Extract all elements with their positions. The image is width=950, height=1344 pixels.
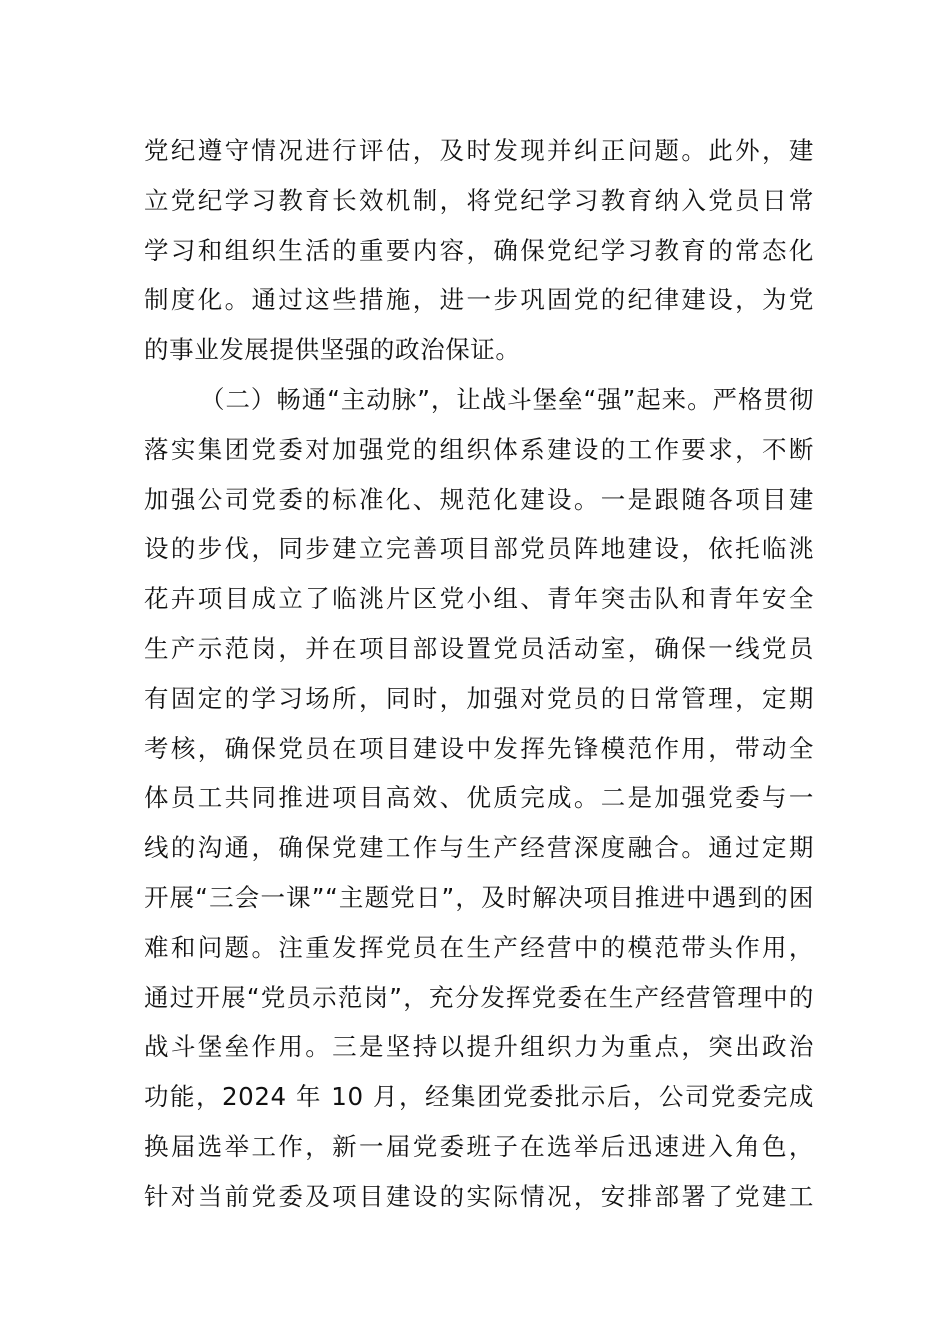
text-line: 换届选举工作，新一届党委班子在选举后迅速进入角色， [144,1131,814,1161]
text-line: 的事业发展提供坚强的政治保证。 [144,335,521,365]
text-line: 难和问题。注重发挥党员在生产经营中的模范带头作用， [144,932,814,962]
text-line: 通过开展“党员示范岗”，充分发挥党委在生产经营管理中的 [144,982,814,1012]
text-line: 考核，确保党员在项目建设中发挥先锋模范作用，带动全 [144,733,814,763]
text-line: 生产示范岗，并在项目部设置党员活动室，确保一线党员 [144,633,814,663]
text-line: 功能，2024 年 10 月，经集团党委批示后，公司党委完成 [144,1082,814,1112]
text-line: 党纪遵守情况进行评估，及时发现并纠正问题。此外，建 [144,136,814,165]
text-line: 战斗堡垒作用。三是坚持以提升组织力为重点，突出政治 [144,1032,814,1062]
text-line: 学习和组织生活的重要内容，确保党纪学习教育的常态化 [144,235,814,265]
text-line: 开展“三会一课”“主题党日”，及时解决项目推进中遇到的困 [144,882,814,912]
paragraph-1 [144,126,814,375]
text-line: 立党纪学习教育长效机制，将党纪学习教育纳入党员日常 [144,185,814,215]
text-line: 落实集团党委对加强党的组织体系建设的工作要求，不断 [144,434,814,464]
text-line: 加强公司党委的标准化、规范化建设。一是跟随各项目建 [144,484,814,514]
text-line: 线的沟通，确保党建工作与生产经营深度融合。通过定期 [144,833,814,863]
paragraph-2 [144,375,814,1222]
text-line: 设的步伐，同步建立完善项目部党员阵地建设，依托临洮 [144,534,814,564]
body-text [144,126,814,1222]
text-line: （二）畅通“主动脉”，让战斗堡垒“强”起来。严格贯彻 [200,384,814,414]
text-line: 体员工共同推进项目高效、优质完成。二是加强党委与一 [144,783,814,813]
text-line: 花卉项目成立了临洮片区党小组、青年突击队和青年安全 [144,584,814,614]
text-line: 制度化。通过这些措施，进一步巩固党的纪律建设，为党 [144,285,814,315]
text-line: 有固定的学习场所，同时，加强对党员的日常管理，定期 [144,683,814,713]
text-line: 针对当前党委及项目建设的实际情况，安排部署了党建工 [144,1181,814,1211]
